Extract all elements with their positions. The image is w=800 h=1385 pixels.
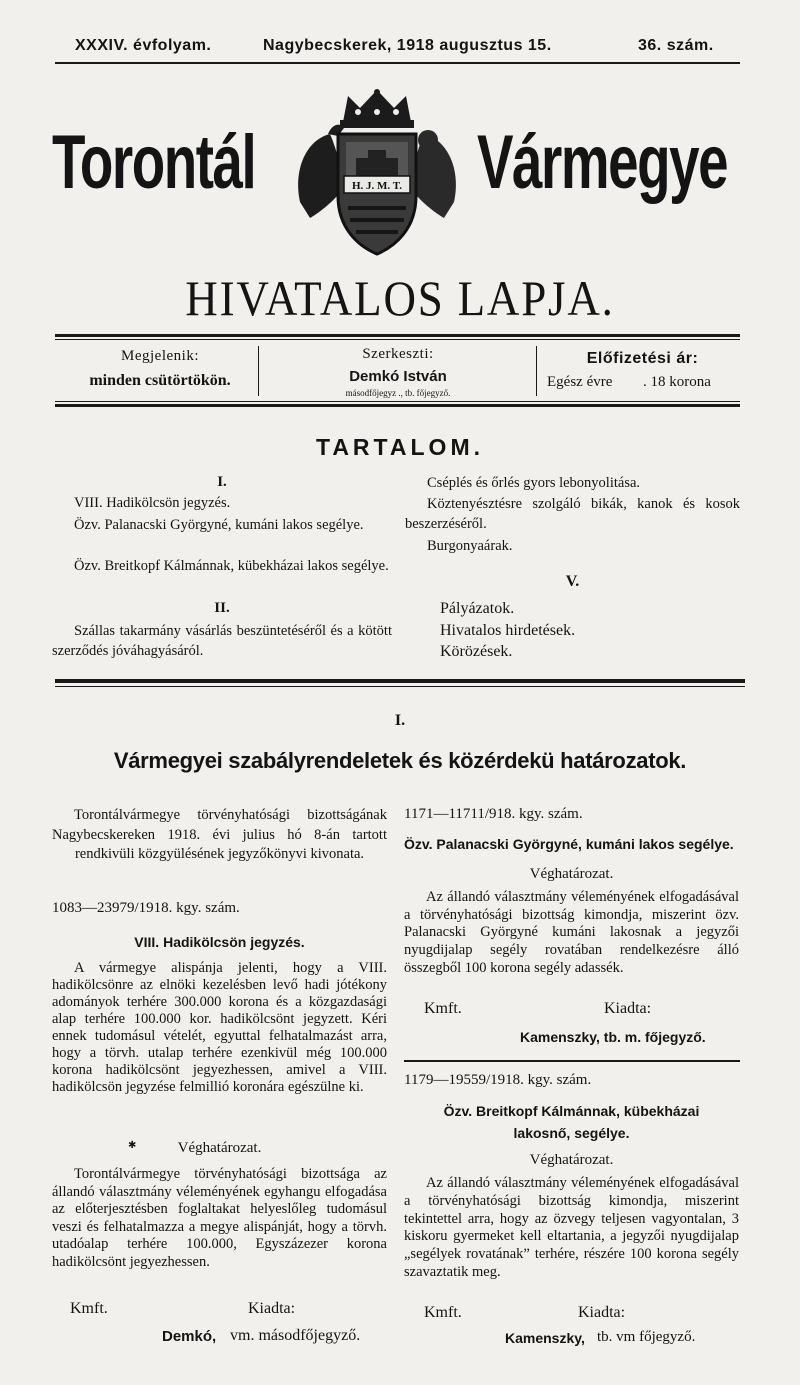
subtitle: HIVATALOS LAPJA. — [185, 270, 615, 326]
right-kiadta-2: Kiadta: — [578, 1304, 626, 1321]
price-period: Egész évre — [547, 374, 613, 390]
right-kmft-2: Kmft. — [424, 1304, 462, 1321]
left-decision-mark: ✱ — [128, 1140, 137, 1151]
right-signature-2-title: tb. vm főjegyző. — [597, 1329, 696, 1345]
right-decision-2: Véghatározat. — [529, 1152, 614, 1168]
contents-section-5: V. — [565, 573, 580, 590]
left-kmft: Kmft. — [70, 1300, 108, 1317]
place-date: Nagybecskerek, 1918 augusztus 15. — [263, 37, 552, 54]
right-ref-2: 1179—19559/1918. kgy. szám. — [404, 1072, 592, 1088]
crown-icon — [340, 89, 414, 128]
contents-item-1: VIII. Hadikölcsön jegyzés. — [74, 495, 231, 511]
contents-item-7: Burgonyaárak. — [427, 538, 513, 554]
publish-value: minden csütörtökön. — [89, 372, 231, 389]
left-kiadta: Kiadta: — [248, 1300, 296, 1317]
contents-bottom-rule-thin — [55, 686, 745, 687]
left-signature-title: vm. másodfőjegyző. — [230, 1327, 361, 1344]
title-left: Torontál — [52, 120, 256, 205]
header-rule — [55, 62, 740, 64]
right-signature-2-name: Kamenszky, — [505, 1330, 585, 1346]
infobar-bottom-rule-1 — [55, 401, 740, 402]
right-kmft-1: Kmft. — [424, 1000, 462, 1017]
contents-item-2: Özv. Palanacski Györgyné, kumáni lakos segélye. — [74, 517, 364, 533]
infobar-divider-1 — [258, 346, 259, 396]
editor-name: Demkó István — [349, 368, 447, 385]
left-signature-name: Demkó, — [162, 1328, 217, 1345]
right-title-2b: lakosnő, segélye. — [513, 1125, 630, 1141]
issue-number: 36. szám. — [638, 37, 714, 54]
contents-section-2: II. — [214, 600, 230, 616]
left-title: VIII. Hadikölcsön jegyzés. — [134, 934, 305, 950]
contents-bottom-rule — [55, 679, 745, 683]
contents-item-8: Pályázatok. — [440, 600, 515, 617]
editor-title: másodfőjegyz ., tb. főjegyző. — [345, 388, 451, 398]
section-numeral: I. — [394, 712, 406, 729]
right-title-2a: Özv. Breitkopf Kálmánnak, kübekházai — [443, 1103, 700, 1119]
left-intro: Torontálvármegye törvényhatósági bizottságának Nagybecskereken 1918. évi julius hó 8-án tartott rendkivüli közgyülésének jegyzőkönyvi kivonata. — [52, 807, 387, 862]
right-ref-1: 1171—11711/918. kgy. szám. — [404, 806, 583, 822]
volume-number: XXXIV. évfolyam. — [75, 37, 212, 54]
price-value: . 18 korona — [643, 374, 711, 390]
right-body-2: Az állandó választmány véleményének elfogadásával a törvényhatósági bizottság kimondja, miszerint tekintettel arra, hogy az özvegy teljesen vagyontalan, 3 kiskoru gyermeket kell eltartania, a jegyzői nyugdijalap „segélyek rovatának” terhére, részére 100 korona segély szavaztatik meg. — [404, 1175, 739, 1280]
right-signature-1: Kamenszky, tb. m. főjegyző. — [520, 1029, 706, 1045]
county-crest — [288, 84, 466, 262]
crest-monogram: H. J. M. T. — [351, 180, 403, 192]
right-kiadta-1: Kiadta: — [604, 1000, 652, 1017]
publish-label: Megjelenik: — [121, 348, 199, 364]
infobar-top-rule-1 — [55, 334, 740, 337]
contents-item-3: Özv. Breitkopf Kálmánnak, kübekházai lakos segélye. — [74, 558, 389, 574]
contents-item-4: Szállas takarmány vásárlás beszüntetéséről és a kötött szerződés jóváhagyásáról. — [52, 623, 392, 659]
left-body: A vármegye alispánja jelenti, hogy a VIII. hadikölcsönre az elnöki kezelésben levő hadi jótékony adományok terhére 300.000 korona és a közgazdasági alap terhére 100.000 kor. hadikölcsönt jegyzett. Kéri ennek tudomásul vételét, egyuttal felhatalmazást arra, hogy a törvh. utalap terhére ezenkivül még 100.000 korona hadikölcsönt jegyezhessen, amivel a VIII. hadikölcsön jegyzése felmillió koronára egészülne ki. — [52, 960, 387, 1095]
right-title-1: Özv. Palanacski Györgyné, kumáni lakos segélye. — [404, 836, 734, 852]
contents-item-9: Hivatalos hirdetések. — [440, 622, 576, 639]
left-decision: Véghatározat. — [177, 1140, 262, 1156]
infobar-divider-2 — [536, 346, 537, 396]
right-body-1: Az állandó választmány véleményének elfogadásával a törvényhatósági bizottság kimondja, miszerint özv. Palanacski Györgyné kumáni lakosnak a jegyzői nyugdijalap segély rovatában rendelkezésre álló összegből 100 korona segély adassék. — [404, 889, 739, 976]
contents-item-10: Körözések. — [440, 643, 513, 660]
editor-label: Szerkeszti: — [362, 346, 434, 362]
contents-item-5: Cséplés és őrlés gyors lebonyolitása. — [427, 475, 641, 491]
infobar-top-rule-2 — [55, 339, 740, 340]
price-label: Előfizetési ár: — [586, 350, 699, 367]
shield-icon — [338, 134, 416, 254]
left-ref: 1083—23979/1918. kgy. szám. — [52, 900, 240, 916]
section-title: Vármegyei szabályrendeletek és közérdekü határozatok. — [113, 748, 687, 773]
left-decision-body: Torontálvármegye törvényhatósági bizottsága az állandó választmány véleményének egyhangu elfogadása az előterjesztésben foglaltakat helyeslőleg tudomásul veszi és felhatalmazza a megye alispánját, hogy a törvh. utadóalap terhére 100.000, Egyszázezer korona hadikölcsönt jegyezhessen. — [52, 1166, 387, 1270]
lion-icon — [414, 130, 456, 218]
contents-item-6: Köztenyésztésre szolgáló bikák, kanok és kosok beszerzéséről. — [405, 496, 740, 532]
contents-heading: TARTALOM. — [315, 434, 484, 460]
title-right: Vármegye — [477, 120, 728, 205]
right-divider — [404, 1060, 740, 1062]
right-decision-1: Véghatározat. — [529, 866, 614, 882]
contents-section-1: I. — [217, 474, 227, 490]
infobar-bottom-rule-2 — [55, 404, 740, 407]
